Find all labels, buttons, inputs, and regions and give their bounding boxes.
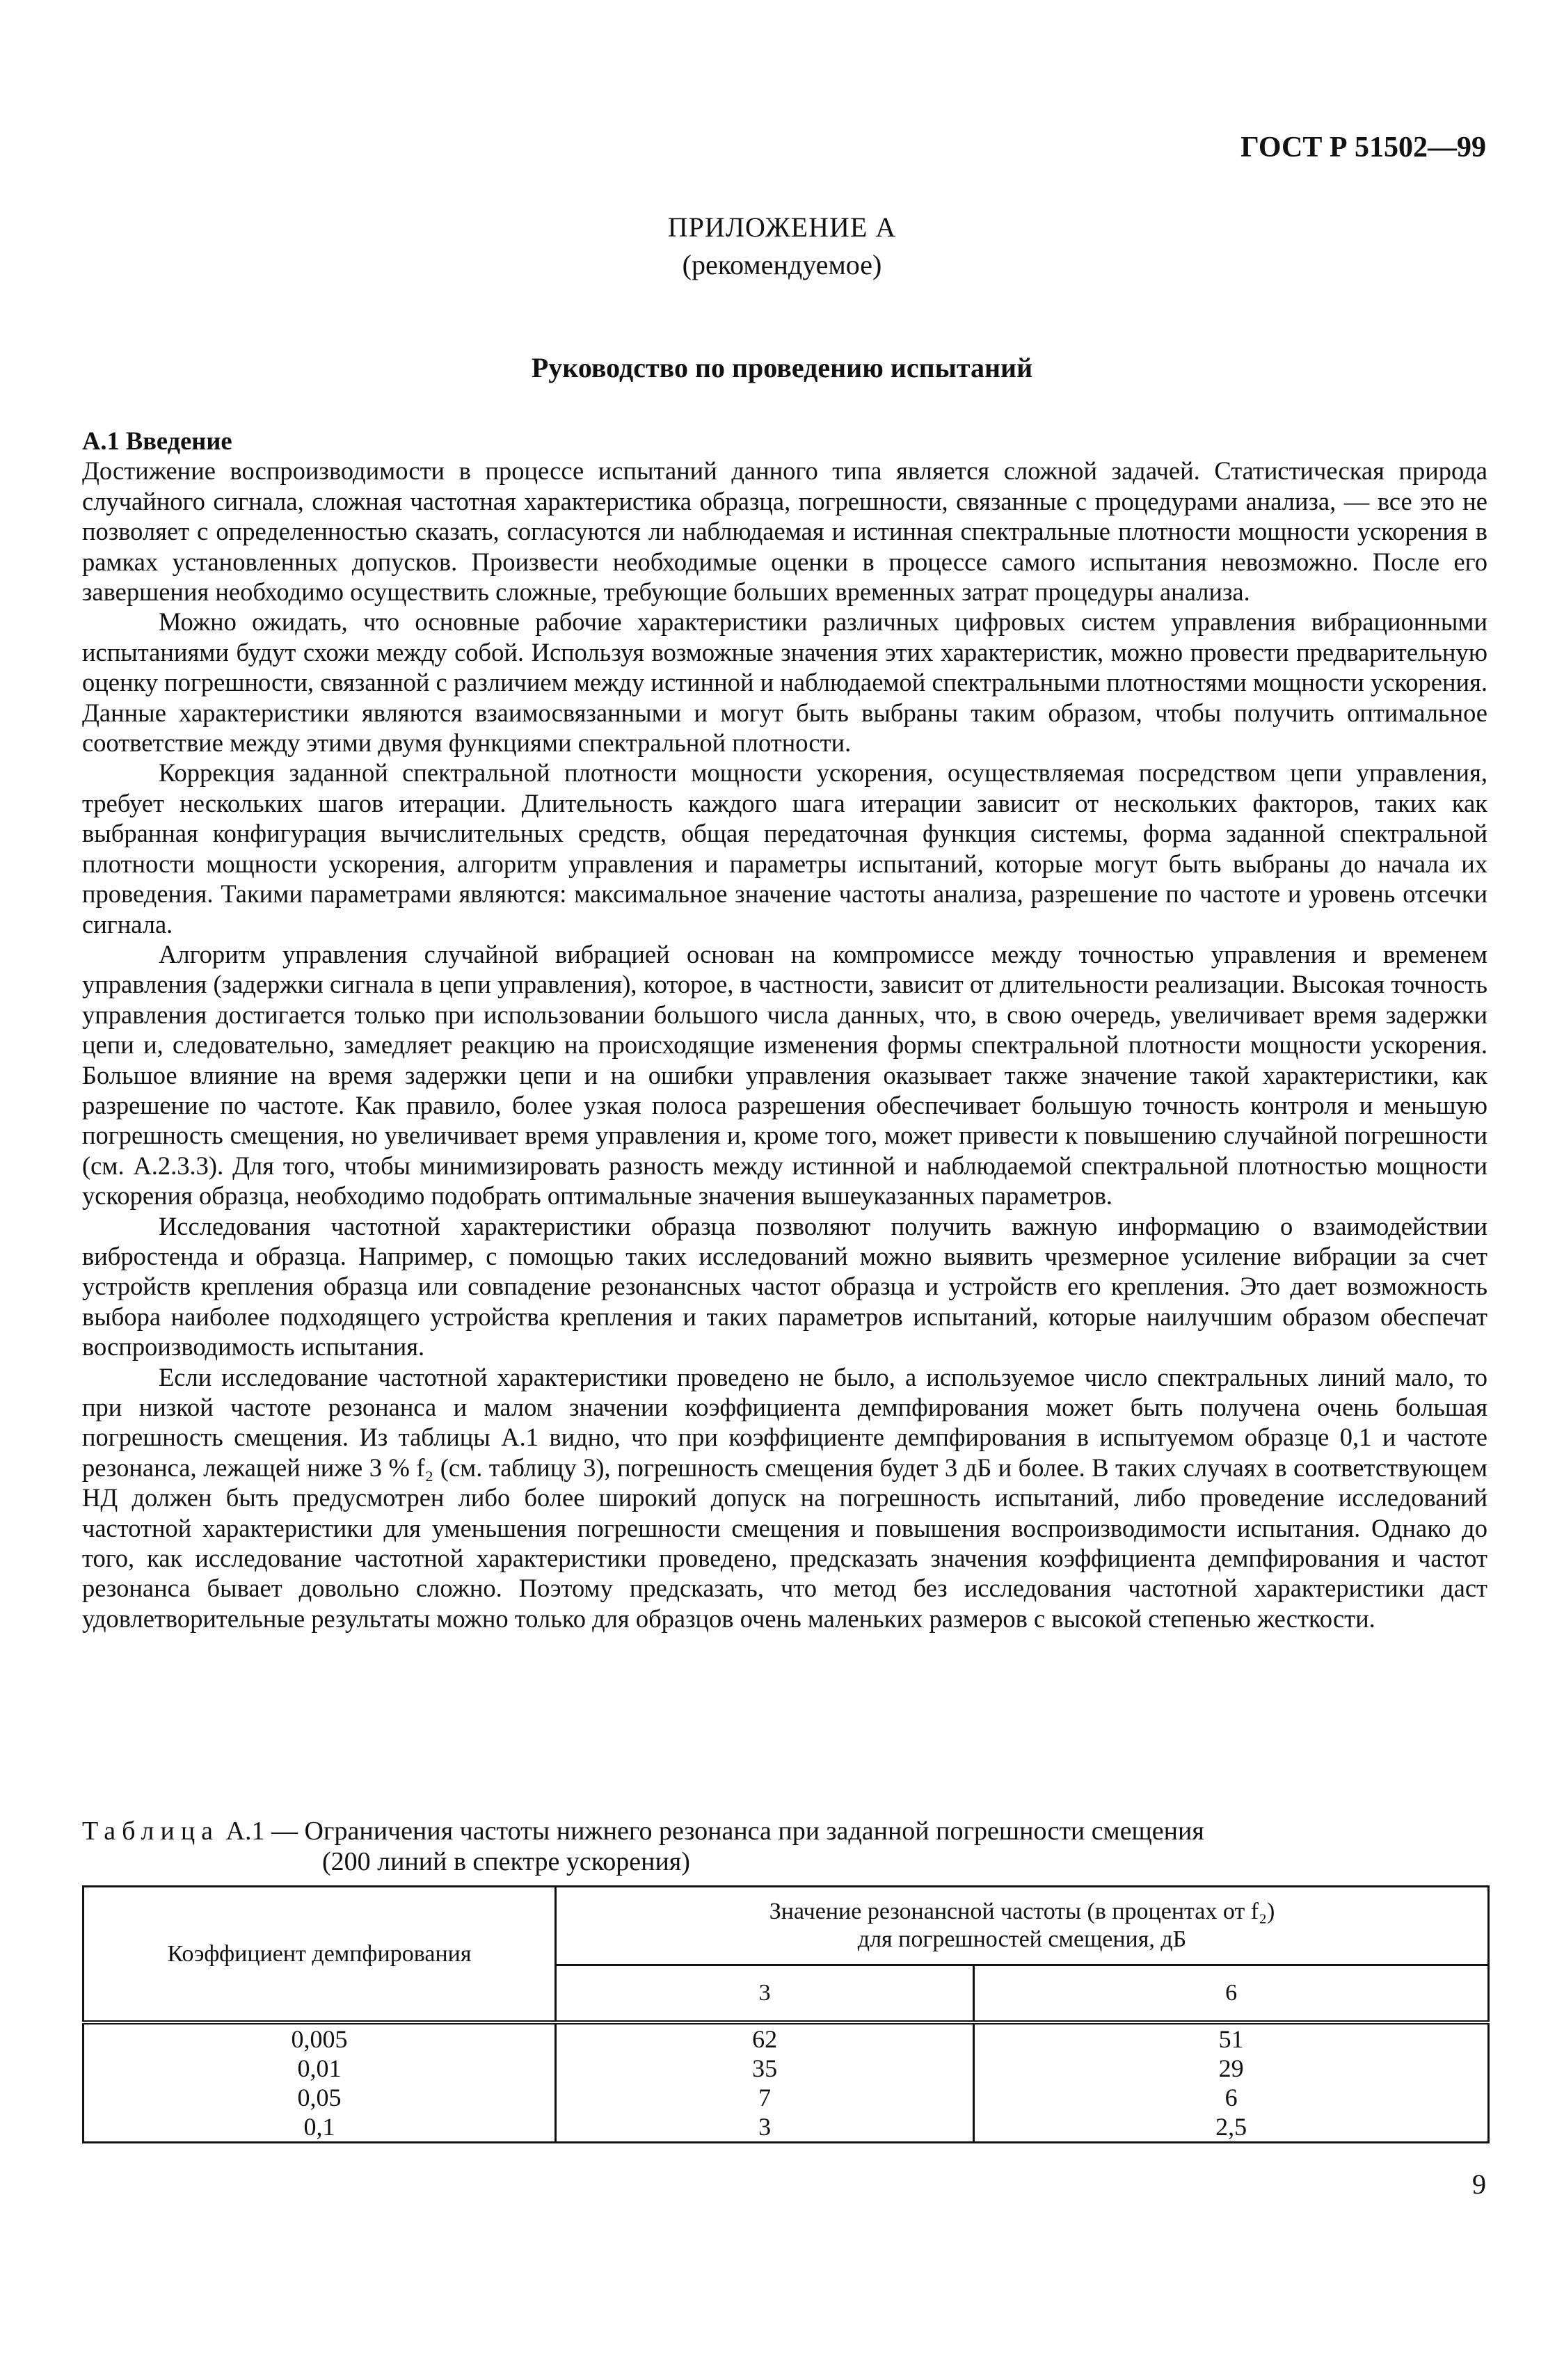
standard-code: ГОСТ Р 51502—99 [1240, 131, 1486, 163]
annex-title: ПРИЛОЖЕНИЕ А [667, 211, 897, 243]
cell-damping: 0,005 [83, 2022, 556, 2054]
table-row [83, 2083, 1489, 2112]
cell-3db: 3 [556, 2112, 974, 2143]
damping-table [82, 1885, 1490, 2143]
cell-6db: 29 [974, 2054, 1489, 2083]
table-caption-word: Таблица [82, 1816, 220, 1846]
annex-status: (рекомендуемое) [682, 249, 882, 280]
cell-6db: 2,5 [974, 2112, 1489, 2143]
page-number: 9 [1472, 2169, 1486, 2200]
table-row [83, 2112, 1489, 2143]
main-title: Руководство по проведению испытаний [531, 352, 1033, 383]
paragraph: Если исследование частотной характеристики проведено не было, а используемое число спектральных линий мало, то при низкой частоте резонанса и малом значении коэффициента демпфирования может быть получена очень большая погрешность смещения. Из таблицы А.1 видно, что при коэффициенте демпфирования в испытуемом образце 0,1 и частоте резонанса, лежащей ниже 3 % f₂ (см. таблицу 3), погрешность смещения будет 3 дБ и более. В таких случаях в соответствующем НД должен быть предусмотрен либо более широкий допуск на погрешность испытаний, либо проведение исследований частотной характеристики для уменьшения погрешности смещения и повышения воспроизводимости испытания. Однако до того, как исследование частотной характеристики проведено, предсказать значения коэффициента демпфирования и частот резонанса бывает довольно сложно. Поэтому предсказать, что метод без исследования частотной характеристики даст удовлетворительные результаты можно только для образцов очень маленьких размеров с высокой степенью жесткости. [82, 1362, 1487, 1633]
cell-damping: 0,01 [83, 2054, 556, 2083]
cell-3db: 35 [556, 2054, 974, 2083]
col-header-damping: Коэффициент демпфирования [83, 1887, 556, 2023]
table-row [83, 2022, 1489, 2054]
paragraph: Коррекция заданной спектральной плотности мощности ускорения, осуществляемая посредством цепи управления, требует нескольких шагов итерации. Длительность каждого шага итерации зависит от нескольких факторов, таких как выбранная конфигурация вычислительных средств, общая передаточная функция системы, форма заданной спектральной плотности мощности ускорения, алгоритм управления и параметры испытаний, которые могут быть выбраны до начала их проведения. Такими параметрами являются: максимальное значение частоты анализа, разрешение по частоте и уровень отсечки сигнала. [82, 758, 1487, 939]
paragraph: Алгоритм управления случайной вибрацией основан на компромиссе между точностью управления и временем управления (задержки сигнала в цепи управления), которое, в частности, зависит от длительности реализации. Высокая точность управления достигается только при использовании большого числа данных, что, в свою очередь, увеличивает время задержки цепи и, следовательно, замедляет реакцию на происходящие изменения формы спектральной плотности мощности ускорения. Большое влияние на время задержки цепи и на ошибки управления оказывает также значение такой характеристики, как разрешение по частоте. Как правило, более узкая полоса разрешения обеспечивает большую точность контроля и меньшую погрешность смещения, но увеличивает время управления и, кроме того, может привести к повышению случайной погрешности (см. А.2.3.3). Для того, чтобы минимизировать разность между истинной и наблюдаемой спектральной плотностью мощности ускорения образца, необходимо подобрать оптимальные значения вышеуказанных параметров. [82, 939, 1487, 1211]
col-header-group [556, 1887, 1489, 1965]
col-header-group-line1: Значение резонансной частоты (в процентах от f₂) [769, 1899, 1275, 1924]
section-heading: А.1 Введение [82, 426, 232, 455]
paragraph: Исследования частотной характеристики образца позволяют получить важную информацию о взаимодействии вибростенда и образца. Например, с помощью таких исследований можно выявить чрезмерное усиление вибрации за счет устройств крепления образца или совпадение резонансных частот образца и устройств его крепления. Это дает возможность выбора наиболее подходящего устройства крепления и таких параметров испытаний, которые наилучшим образом обеспечат воспроизводимость испытания. [82, 1211, 1487, 1361]
table-row [83, 2054, 1489, 2083]
table-caption-line2: (200 линий в спектре ускорения) [322, 1847, 690, 1876]
cell-3db: 62 [556, 2022, 974, 2054]
paragraph: Достижение воспроизводимости в процессе испытаний данного типа является сложной задачей. Статистическая природа случайного сигнала, сложная частотная характеристика образца, погрешности, связанные с процедурами анализа, — все это не позволяет с определенностью сказать, согласуются ли наблюдаемая и истинная спектральные плотности мощности ускорения в рамках установленных допусков. Произвести необходимые оценки в процессе самого испытания невозможно. После его завершения необходимо осуществить сложные, требующие больших временных затрат процедуры анализа. [82, 456, 1487, 607]
cell-3db: 7 [556, 2083, 974, 2112]
col-header-6db: 6 [974, 1965, 1489, 2023]
cell-damping: 0,05 [83, 2083, 556, 2112]
col-header-3db: 3 [556, 1965, 974, 2023]
paragraph: Можно ожидать, что основные рабочие характеристики различных цифровых систем управления вибрационными испытаниями будут схожи между собой. Используя возможные значения этих характеристик, можно провести предварительную оценку погрешности, связанной с различием между истинной и наблюдаемой спектральными плотностями мощности ускорения. Данные характеристики являются взаимосвязанными и могут быть выбраны таким образом, чтобы получить оптимальное соответствие между этими двумя функциями спектральной плотности. [82, 607, 1487, 758]
cell-6db: 51 [974, 2022, 1489, 2054]
cell-damping: 0,1 [83, 2112, 556, 2143]
cell-6db: 6 [974, 2083, 1489, 2112]
section-body [82, 426, 1487, 1634]
table-caption-text: А.1 — Ограничения частоты нижнего резонанса при заданной погрешности смещения [225, 1816, 1204, 1846]
annex-heading [0, 209, 1564, 284]
table-caption [82, 1816, 1487, 1877]
col-header-group-line2: для погрешностей смещения, дБ [857, 1926, 1187, 1952]
